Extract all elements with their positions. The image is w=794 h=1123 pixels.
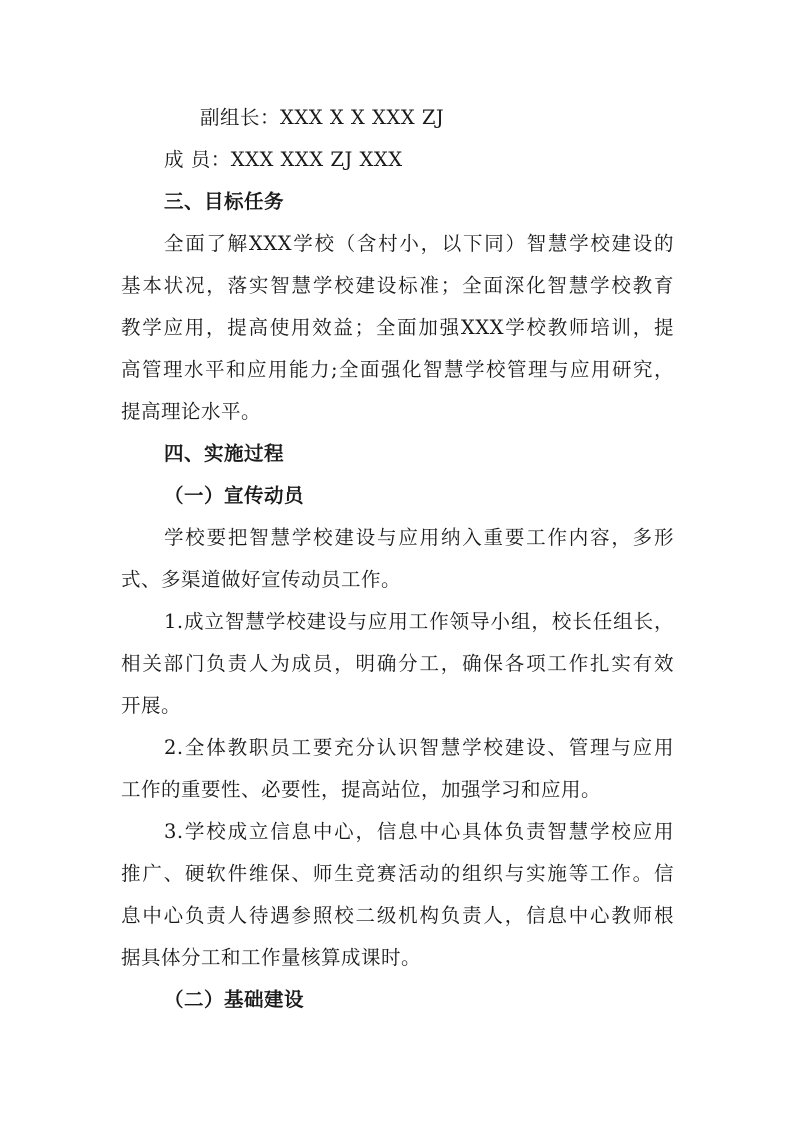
list-item-line: 开展。 — [121, 694, 182, 717]
list-item-line: 1.成立智慧学校建设与应用工作领导小组，校长任组长， — [164, 610, 674, 633]
list-item-line: 工作的重要性、必要性，提高站位，加强学习和应用。 — [121, 778, 602, 801]
paragraph-line: 全面了解XXX学校（含村小，以下同）智慧学校建设的 — [164, 232, 674, 255]
section-heading-goals: 三、目标任务 — [164, 190, 285, 213]
paragraph-line: 式、多渠道做好宣传动员工作。 — [121, 568, 402, 591]
paragraph-line: 学校要把智慧学校建设与应用纳入重要工作内容，多形 — [164, 526, 674, 549]
paragraph-line: 提高理论水平。 — [121, 400, 262, 423]
paragraph-line: 教学应用，提高使用效益；全面加强XXX学校教师培训，提 — [121, 316, 674, 339]
list-item-line: 相关部门负责人为成员，明确分工，确保各项工作扎实有效 — [121, 652, 674, 675]
subsection-heading-publicity: （一）宣传动员 — [164, 484, 305, 507]
list-item-line: 据具体分工和工作量核算成课时。 — [121, 946, 422, 969]
list-item-line: 息中心负责人待遇参照校二级机构负责人，信息中心教师根 — [121, 904, 674, 927]
paragraph-line: 基本状况，落实智慧学校建设标准；全面深化智慧学校教育 — [121, 274, 674, 297]
subsection-heading-infrastructure: （二）基础建设 — [164, 988, 305, 1011]
deputy-leader-line: 副组长：XXX X X XXX ZJ — [200, 106, 445, 129]
section-heading-implementation: 四、实施过程 — [164, 442, 285, 465]
list-item-line: 3.学校成立信息中心，信息中心具体负责智慧学校应用 — [164, 820, 674, 843]
list-item-line: 推广、硬软件维保、师生竞赛活动的组织与实施等工作。信 — [121, 862, 674, 885]
list-item-line: 2.全体教职员工要充分认识智慧学校建设、管理与应用 — [164, 736, 674, 759]
paragraph-line: 高管理水平和应用能力;全面强化智慧学校管理与应用研究， — [121, 358, 674, 381]
members-line: 成 员：XXX XXX ZJ XXX — [164, 148, 403, 171]
